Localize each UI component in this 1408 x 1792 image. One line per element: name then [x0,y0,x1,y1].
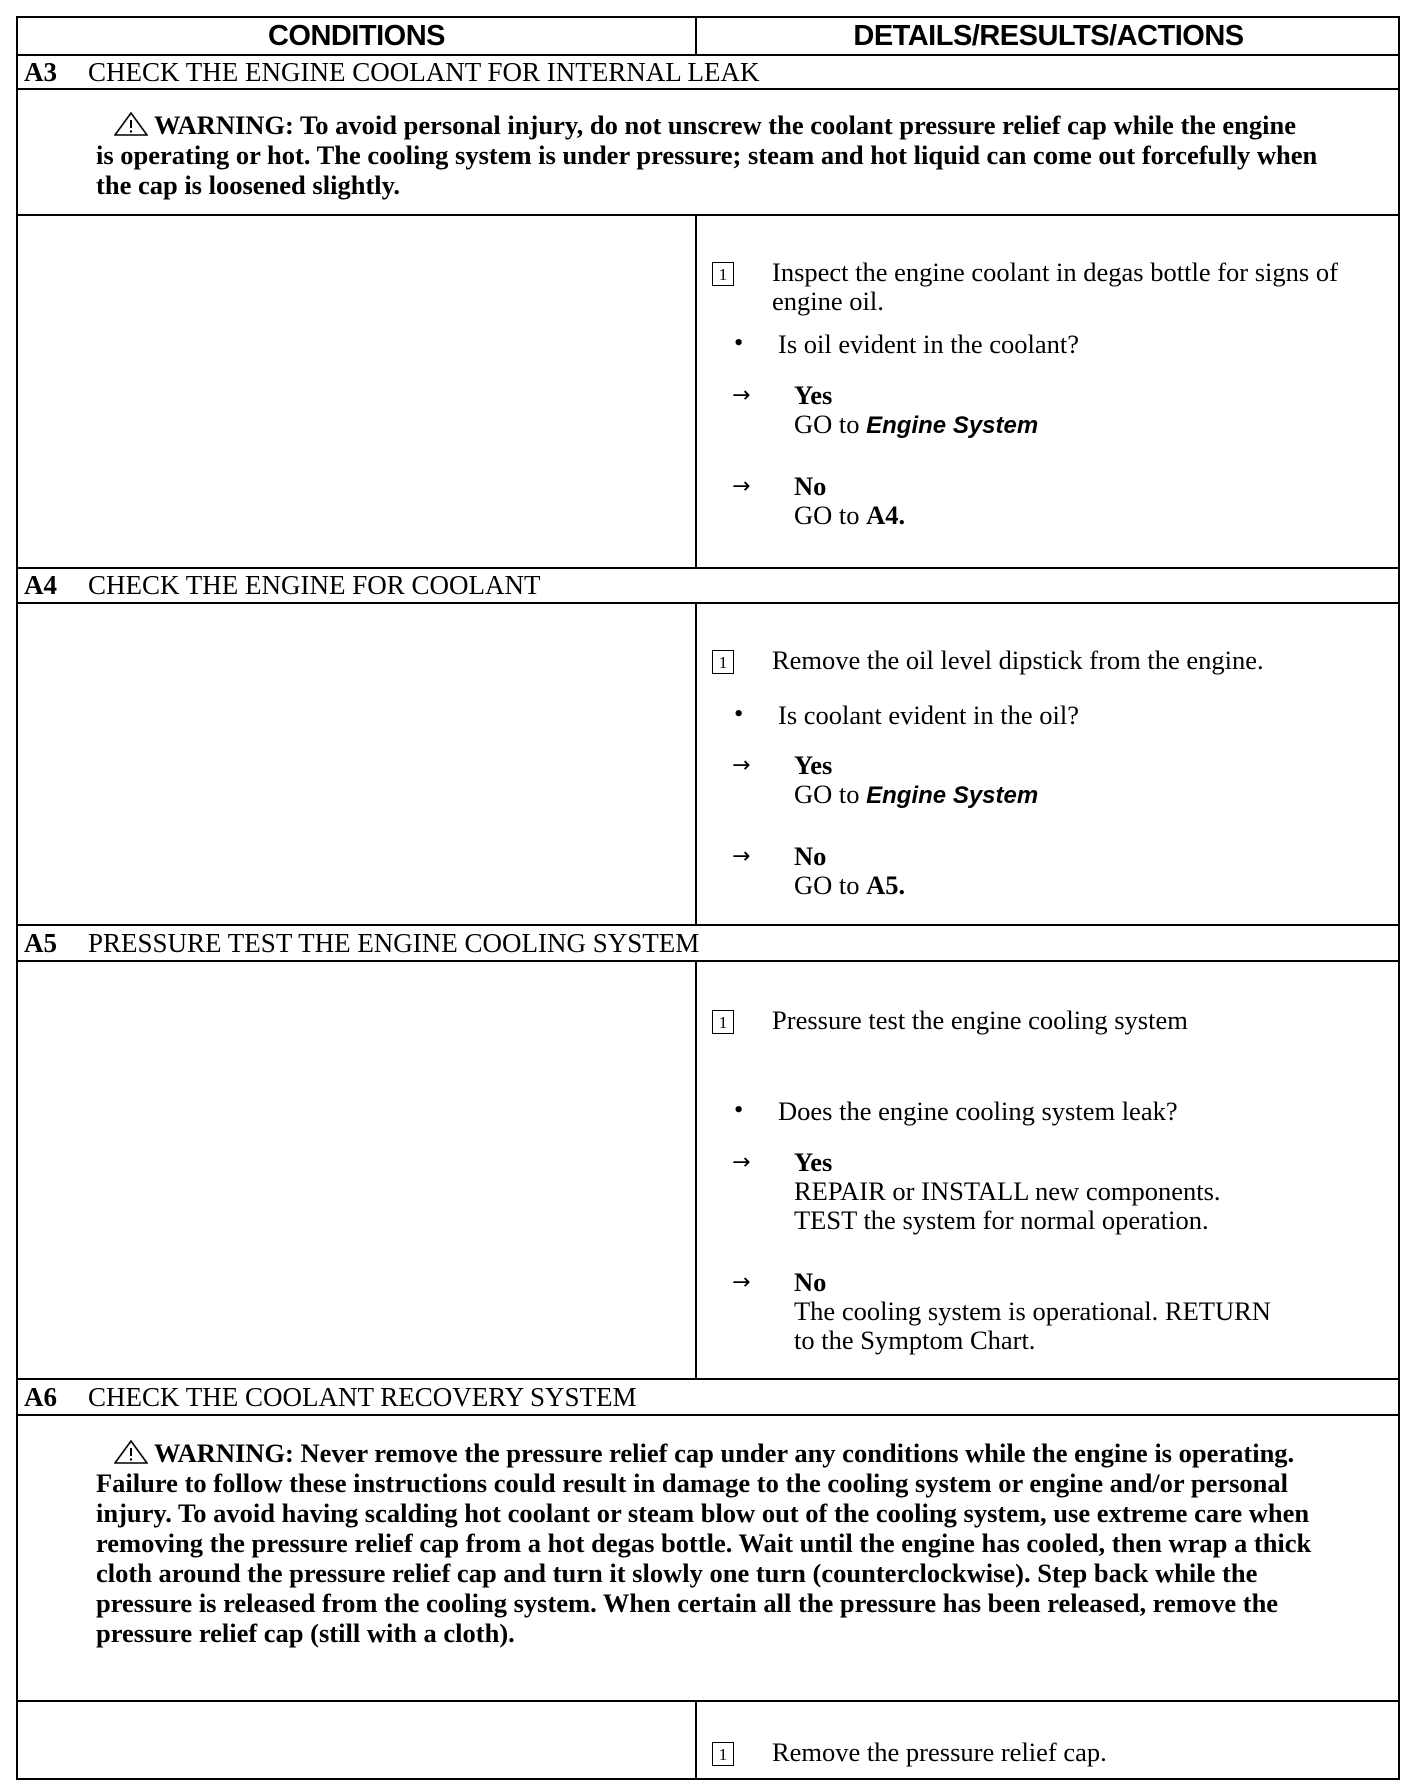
column-divider [695,18,697,56]
question-text: Is oil evident in the coolant? [778,329,1079,359]
warning-triangle-icon [114,1440,148,1464]
conditions-header: CONDITIONS [267,19,446,52]
answer-go: GO to [794,779,867,809]
section-id: A4 [24,570,57,600]
section-a5-body [18,962,1398,1380]
answer-yes [732,380,1039,440]
section-a5-title [18,926,1398,962]
bullet-icon: • [734,698,744,728]
answer-line: to the Symptom Chart. [794,1325,1036,1355]
column-divider [695,216,697,569]
column-divider [695,1702,697,1780]
answer-go: GO to [794,409,867,439]
step-text: Remove the oil level dipstick from the engine. [772,645,1264,675]
section-a6-body [18,1702,1398,1780]
question [734,698,1079,731]
section-title: CHECK THE ENGINE COOLANT FOR INTERNAL LEAK [88,56,760,87]
answer-go: GO to [794,870,867,900]
section-a4-title [18,569,1398,604]
step-text: Inspect the engine coolant in degas bottle for signs of engine oil. [772,257,1338,316]
answer-target: Engine System [866,782,1039,809]
question-text: Does the engine cooling system leak? [778,1096,1178,1126]
section-id: A3 [24,56,57,87]
details-header: DETAILS/RESULTS/ACTIONS [853,19,1244,52]
answer-no [732,841,906,900]
right-arrow-icon: → [732,474,751,499]
section-title: CHECK THE ENGINE FOR COOLANT [88,570,541,600]
section-a6-title [18,1380,1398,1416]
section-title: CHECK THE COOLANT RECOVERY SYSTEM [88,1381,637,1412]
answer-line: The cooling system is operational. RETURN [794,1296,1271,1326]
step-number: 1 [712,262,734,286]
answer-yes [732,750,1039,810]
answer-target: A5. [866,870,906,900]
step-text: Remove the pressure relief cap. [772,1737,1107,1767]
section-a3-warning [18,90,1398,216]
right-arrow-icon: → [732,1150,751,1175]
answer-target: A4. [866,500,906,530]
step-text: Pressure test the engine cooling system [772,1005,1188,1035]
answer-label: No [794,841,827,871]
bullet-icon: • [734,327,744,357]
answer-yes [732,1147,1221,1235]
right-arrow-icon: → [732,844,751,869]
step-number: 1 [712,650,734,674]
section-title: PRESSURE TEST THE ENGINE COOLING SYSTEM [88,927,700,958]
answer-label: Yes [794,1147,833,1177]
answer-go: GO to [794,500,867,530]
question-text: Is coolant evident in the oil? [778,700,1079,730]
right-arrow-icon: → [732,1270,751,1295]
right-arrow-icon: → [732,383,751,408]
question [734,327,1079,360]
section-id: A5 [24,927,57,958]
warning-text: WARNING: To avoid personal injury, do not unscrew the coolant pressure relief cap while the engine is operating or hot. The cooling system is under pressure; steam and hot liquid can come out forcefully when the cap is loosened slightly. [96,110,1318,200]
procedure-table [16,16,1400,1780]
section-a3-body [18,216,1398,569]
answer-no [732,471,906,530]
answer-target: Engine System [866,412,1039,439]
section-a6-warning [18,1416,1398,1702]
step-number: 1 [712,1742,734,1766]
column-divider [695,962,697,1380]
answer-line: REPAIR or INSTALL new components. [794,1176,1221,1206]
right-arrow-icon: → [732,753,751,778]
warning-text: WARNING: Never remove the pressure relief cap under any conditions while the engine is operating. Failure to follow these instructions could result in damage to the cooling system or engine and/or personal injury. To avoid having scalding hot coolant or steam blow out of the cooling system, use extreme care when removing the pressure relief cap from a hot degas bottle. Wait until the engine has cooled, then wrap a thick cloth around the pressure relief cap and turn it slowly one turn (counterclockwise). Step back while the pressure is released from the cooling system. When certain all the pressure has been released, remove the pressure relief cap (still with a cloth). [96,1438,1312,1648]
section-id: A6 [24,1381,57,1412]
answer-label: Yes [794,750,833,780]
column-divider [695,604,697,926]
warning-triangle-icon [114,112,148,136]
section-a4-body [18,604,1398,926]
question [734,1094,1178,1127]
answer-label: No [794,1267,827,1297]
answer-line: TEST the system for normal operation. [794,1205,1209,1235]
bullet-icon: • [734,1094,744,1124]
step-number: 1 [712,1010,734,1034]
answer-label: Yes [794,380,833,410]
table-header [18,18,1398,56]
answer-no [732,1267,1271,1355]
answer-label: No [794,471,827,501]
section-a3-title [18,56,1398,90]
